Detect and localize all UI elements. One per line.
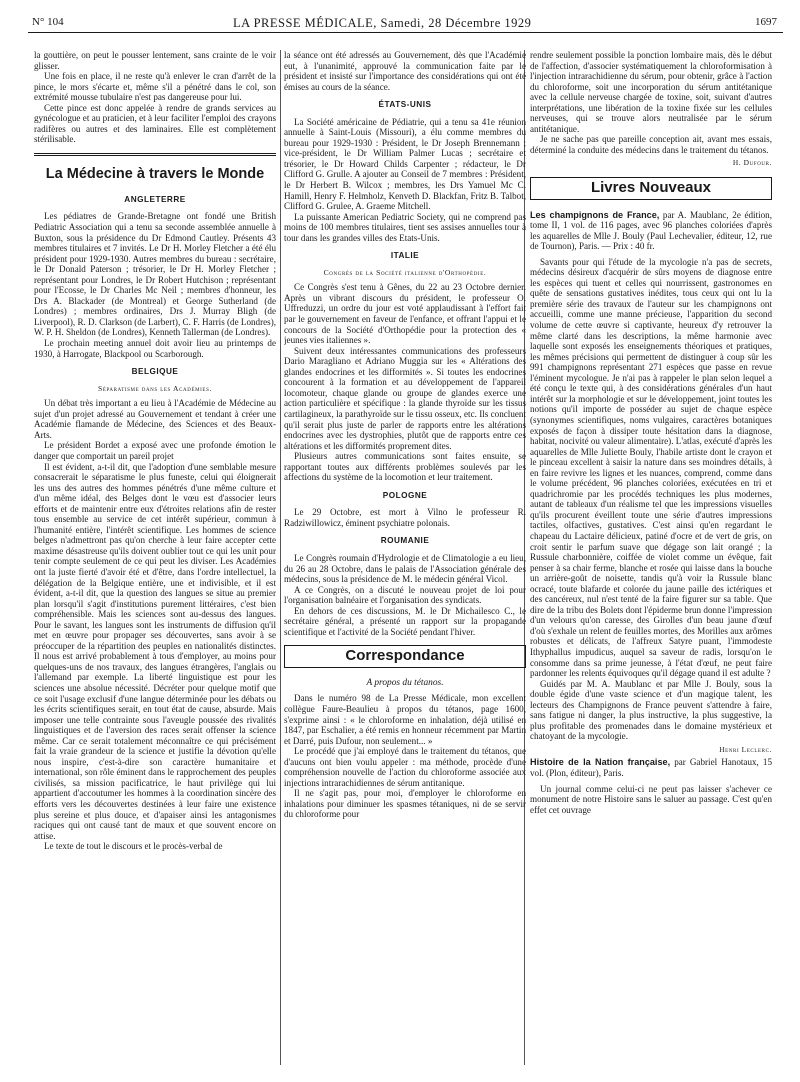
paragraph: Il ne s'agit pas, pour moi, d'employer le chloroforme en inhalations pour diminuer les spasmes tétaniques, ni de se servir du chloroforme pour [284, 788, 526, 820]
issue-number: N° 104 [32, 16, 64, 28]
paragraph: En dehors de ces discussions, M. le Dr Michailesco C., le secrétaire général, a présenté un rapport sur la propagande scientifique et l'activité de la Société pendant l'hiver. [284, 605, 526, 637]
column-3 [530, 50, 772, 1070]
paragraph: Le président Bordet a exposé avec une profonde émotion le danger que comportait un pareil projet [34, 440, 276, 461]
column-divider [280, 50, 281, 1065]
book-title: Histoire de la Nation française, [530, 757, 671, 768]
book-entry [530, 210, 772, 252]
subheading: A propos du tétanos. [366, 677, 444, 688]
page-header [28, 14, 783, 33]
book-details: par Gabriel Hanotaux, 15 vol. (Plon, éditeur), Paris. [530, 757, 772, 778]
paragraph: La puissante American Pediatric Society, qui ne comprend pas moins de 100 membres titulaires, tient ses assises annuelles tour à tour dans les grandes villes des Etats-Unis. [284, 211, 526, 243]
paragraph: Le texte de tout le discours et le procès-verbal de [44, 841, 223, 852]
paragraph: Suivent deux intéressantes communications des professeurs Dario Maragliano et Adriano Muggia sur les « Altérations des glandes endocrines et les difformités ». Si toutes les endocrines concourent à la formation et au développement de l'appareil locomoteur, chaque glande ou groupe de glandes exerce une action particulière et spécifique : la glande thyroïde sur les tissus cartilagineux, la parathyroïde sur le tissu osseux, etc. Ils concluent qu'il serait plus juste de parler de rapports entre les altérations endocrines avec les dystrophies, plutôt que de rapports entre ces altérations et les difformités proprement dites. [284, 345, 526, 451]
subheading: Congrès de la Société italienne d'Orthopédie. [323, 267, 487, 277]
country-heading: POLOGNE [382, 490, 428, 500]
country-heading: ITALIE [390, 251, 420, 261]
column-1 [34, 50, 276, 1070]
paragraph: A ce Congrès, on a discuté le nouveau projet de loi pour l'organisation balnéaire et l'organisation des syndicats. [284, 584, 526, 606]
paragraph: la gouttière, on peut le pousser lentement, sans crainte de le voir glisser. [34, 50, 276, 71]
paragraph: Les pédiatres de Grande-Bretagne ont fondé une British Pediatric Association qui a tenu sa seconde assemblée annuelle à Buxton, sous la présidence du Dr Edmond Cautley. Présents 43 membres titulaires et 7 invités. Le Dr H. Morley Fletcher a été élu président pour 1929-1930. Autres membres du bureau : secrétaire, le Dr Donald Paterson ; trésorier, le Dr H. Morley Fletcher ; représentant pour Londres, le Dr Robert Hutchison ; représentant pour l'Ecosse, le Dr Charles Mc Neil ; membres d'honneur, les Drs A. Blackader (de Montreal) et George Sutherland (de Londres) ; membres ordinaires, Drs J. Murray Bligh (de Liverpool), R. D. Clarkson (de Larbert), C. F. Harris (de Londres), W. P. H. Sheldon (de Londres), Kenneth Tallerman (de Londres). [34, 211, 276, 338]
paragraph: la séance ont été adressés au Gouvernement, dès que l'Académie eut, à l'unanimité, approuvé la communication faite par le président et insisté sur l'importance des considérations qui ont été émises au cours de la séance. [284, 50, 526, 92]
paragraph: Un journal comme celui-ci ne peut pas laisser s'achever ce monument de notre Histoire sans le saluer au passage. C'est qu'en effet cet ouvrage [530, 783, 772, 815]
section-title: La Médecine à travers le Monde [45, 165, 265, 182]
paragraph: rendre seulement possible la ponction lombaire mais, dès le début de l'affection, d'associer systématiquement la chloroformisation à l'injection intrarachidienne du sérum, pour obtenir, grâce à l'action du chloroforme, soit une incorporation du sérum antitétanique avec la cellule nerveuse chargée de toxine, soit, suivant d'autres interprétations, une libération de la toxine fixée sur les cellules nerveuses, qui se trouve alors neutralisée par le sérum antitétanique. [530, 50, 772, 134]
author-signature: H. Dufour. [732, 158, 772, 168]
subheading: Séparatisme dans les Académies. [98, 383, 212, 393]
paragraph: Plusieurs autres communications sont faites ensuite, se rapportant toutes aux différents problèmes soulevés par les affections du système de la locomotion et leur traitement. [284, 451, 526, 483]
book-details: par A. Maublanc, 2e édition, tome II, 1 vol. de 116 pages, avec 96 planches coloriées d'après les aquarelles de Mlle J. Bouly (Paul Lechevalier, éditeur, 12, rue de Tournon), Paris. — Prix : 40 fr. [530, 209, 772, 252]
column-2 [284, 50, 526, 1070]
author-signature: Henri Leclerc. [719, 744, 772, 754]
section-divider [34, 153, 276, 156]
paragraph: Le prochain meeting annuel doit avoir lieu au printemps de 1930, à Harrogate, Blackpool ou Scarborough. [34, 338, 276, 359]
book-entry [530, 757, 772, 778]
country-heading: ROUMANIE [380, 536, 430, 546]
paragraph: Cette pince est donc appelée à rendre de grands services au gynécologue et au praticien, et à leur faciliter l'emploi des crayons radifères ou autres et des laminaires. Elle est complètement stérilisable. [34, 102, 276, 145]
masthead: LA PRESSE MÉDICALE, Samedi, 28 Décembre 1929 [233, 16, 532, 30]
page-number: 1697 [755, 16, 777, 28]
book-title: Les champignons de France, [530, 209, 660, 220]
section-title-box: Correspondance [284, 645, 526, 668]
paragraph: Le 29 Octobre, est mort à Vilno le professeur R. Radziwillowicz, éminent psychiatre polonais. [284, 507, 526, 528]
paragraph: Ce Congrès s'est tenu à Gênes, du 22 au 23 Octobre dernier. Après un vibrant discours du président, le professeur O. Uffreduzzi, un ordre du jour est voté applaudissant à l'effort fait par le gouvernement en faveur de l'enfance, et offrant l'appui et le concours de la Société d'Orthopédie pour la protection des « jeunes vies italiennes ». [284, 282, 526, 346]
paragraph: Je ne sache pas que pareille conception ait, avant mes essais, déterminé la conduite des médecins dans le traitement du tétanos. [530, 134, 772, 155]
country-heading: ÉTATS-UNIS [378, 100, 432, 110]
paragraph: Le Congrès roumain d'Hydrologie et de Climatologie a eu lieu, du 26 au 28 Octobre, dans le palais de l'Association générale des médecins, sous la présidence de M. le médecin général Vicol. [284, 552, 526, 585]
country-heading: BELGIQUE [131, 367, 179, 377]
paragraph: La Société américaine de Pédiatrie, qui a tenu sa 41e réunion annuelle à Saint-Louis (Missouri), a élu comme membres du bureau pour 1929-1930 : Président, le Dr Joseph Brennemann ; vice-président, le Dr William Palmer Lucas ; secrétaire et trésorier, le Dr Howard Childs Carpenter ; rédacteur, le Dr Clifford G. Grulle. A ajouter au Conseil de 7 membres : Président, le Dr Herbert B. Wilcox ; membres, les Drs Yamuel Mc C. Hamill, Henry F. Helmholz, Kenveth D. Blackfan, Fritz B. Talbot, Clifford G. Grulee, A. Graeme Mitchell. [284, 116, 526, 212]
section-title-box: Livres Nouveaux [530, 177, 772, 200]
paragraph: Le procédé que j'ai employé dans le traitement du tétanos, que d'aucuns ont bien voulu appeler : ma méthode, procède d'une compréhension nouvelle de l'action du chloroforme associée aux injections intrarachidiennes de sérum antitanique. [284, 746, 526, 788]
paragraph: Savants pour qui l'étude de la mycologie n'a pas de secrets, médecins désireux d'acquérir de sûrs moyens de diagnose entre les espèces qui tuent et celles qui nourrissent, gastronomes en quête de sensations gustatives inédites, tous ceux qui ont lu la première série des travaux de l'auteur sur les champignons ont accueilli, comme une manne précieuse, l'apparition du second volume de cette œuvre si captivante, heureux d'y retrouver la même clarté dans les descriptions, la même harmonie avec laquelle sont exposés les enseignements théoriques et pratiques, les mêmes précisions qui permettent de distinguer à coup sûr les 991 champignons représentant 271 espèces que passe en revue l'éminent mycologue. Je n'ai pas à rappeler le plan selon lequel a été conçu le texte qui, à des considérations générales d'un haut intérêt sur la morphologie et sur le développement, joint toutes les notions qu'il importe de posséder au sujet de chaque espèce (synonymes scientifiques, noms vulgaires, caractères botaniques exposés de façon à dissiper toute hésitation dans la diagnose, habitat, nocivité ou valeur alimentaire). L'atlas, exécuté d'après les aquarelles de Mlle Juliette Bouly, l'habile artiste dont le crayon et le pinceau excellent à saisir la nature dans ses moindres détails, à en faire revivre les lignes et les nuances, comprend, comme dans le volume précédent, 96 planches coloriées, exécutées en tri et quadrichromie par les procédés techniques les plus modernes, autant de tableaux d'un réalisme tel que les impressions visuelles qu'ils procurent éveillent toute une série d'autres impressions tactiles, olfactives, gustatives. C'est ainsi qu'en regardant le chapeau du Lactaire délicieux, patiné d'ocre et de vert de gris, on croit sentir le parfum suave que dégage son lait orangé ; la Russule charbonnière, coiffée de violet comme un évêque, fait penser à sa chair ferme, blanche et rosée qui laisse dans la bouche un arrière-goût de noisette, tandis qu'à voir la Russule blanc ocracé, toute blafarde et colorée du jaune paille des ictériques et des cancéreux, nul n'est tenté de la faire figurer sur sa table. Que dire de la tribu des Bolets dont l'épiderme brun donne l'impression d'un velours qu'on caresse, des Girolles d'un beau jaune d'œuf d'où s'exhale un relent de feuilles mortes, des Morilles aux arômes robustes et délicats, de l'affreux Satyre puant, l'immodeste Ithyphallus impudicus, auquel sa saveur de radis, lorsqu'on le consomme dans sa prime jeunesse, à l'état d'œuf, ne peut faire pardonner les relents équivoques qu'il dégage quand il est adulte ? [530, 256, 772, 679]
paragraph: Il est évident, a-t-il dit, que l'adoption d'une semblable mesure consacrerait le séparatisme le plus funeste, celui qui éloignerait les uns des autres des hommes pénétrés d'une même culture et d'un même idéal, des Belges dont le vœu est d'associer leurs efforts et de maintenir entre eux d'étroites relations afin de rester tous ensemble au service de cet intérêt supérieur, commun à l'humanité entière, l'intérêt scientifique. Les hommes de science belges n'admettront pas qu'on cherche à leur faire accepter cette maxime désastreuse qu'ils doivent oublier tout ce qui les unit pour tenir compte seulement de ce qui peut les diviser. Les Académies ont la juste fierté d'avoir été et d'être, dans l'ordre intellectuel, la délégation de la Belgique entière, une et indivisible, et il est évident, a-t-il dit, que la question des langues se situe au premier plan lorsqu'il s'agit d'institutions purement littéraires, c'est bien compréhensible. Mais les sciences sont au-dessus des langues. Pour le savant, les langues sont les instruments de diffusion qu'il met en œuvre pour propager ses découvertes, sans avoir à se préoccuper de la répartition des peuples en nationalités distinctes. Il nous est arrivé probablement à tous d'employer, au moins pour quelques-uns de nos travaux, des langues étrangères, l'anglais ou l'allemand par exemple. La liberté linguistique est pour les sciences une absolue nécessité. Décréter pour quelque motif que ce soit l'usage exclusif d'une langue déterminée pour les débats ou les écrits scientifiques serait, en tout état de cause, absurde. Mais imposer une telle contrainte sous l'aveugle poussée des rivalités linguistiques et de l'aversion des races serait offenser la science même. Car ce serait totalement méconnaître ce qui précisément fait la vraie grandeur de la science et justifie la dévotion qu'elle nous inspire, c'est-à-dire son caractère humanitaire et international, son rôle éminent dans le rapprochement des peuples civilisés, sa mission pacificatrice, le haut privilège qui lui appartient d'accoutumer les hommes à la coordination sincère des efforts vers les découvertes destinées à leur faire une existence plus sereine et plus douce, et d'apaiser ainsi les antagonismes raciques qui ont causé tant de maux et que souvent encore on attise. [34, 461, 276, 841]
country-heading: ANGLETERRE [124, 194, 186, 204]
paragraph: Un débat très important a eu lieu à l'Académie de Médecine au sujet d'un projet adressé au Gouvernement et tendant à créer une Académie flamande de Médecine, des Sciences et des Beaux-Arts. [34, 398, 276, 440]
paragraph: Une fois en place, il ne reste qu'à enlever le cran d'arrêt de la pince, le mors s'écarte et, même s'il a pénétré dans le col, son extrémité mousse tubulaire n'est pas dangereuse pour lui. [34, 71, 276, 103]
paragraph: Guidés par M. A. Maublanc et par Mlle J. Bouly, sous la double égide d'une vaste science et d'un magique talent, les lecteurs des Champignons de France peuvent s'attendre à faire, sans fatigue ni danger, la plus instructive, la plus suggestive, la plus profitable des promenades dans le domaine mystérieux et chatoyant de la mycologie. [530, 678, 772, 742]
paragraph: Dans le numéro 98 de La Presse Médicale, mon excellent collègue Faure-Beaulieu à propos du tétanos, page 1600, s'exprime ainsi : « le chloroforme en inhalation, déjà utilisé en 1847, par Eschalier, a été remis en honneur récemment par Martin et Darré, puis Dufour, non seulement... » [284, 693, 526, 746]
